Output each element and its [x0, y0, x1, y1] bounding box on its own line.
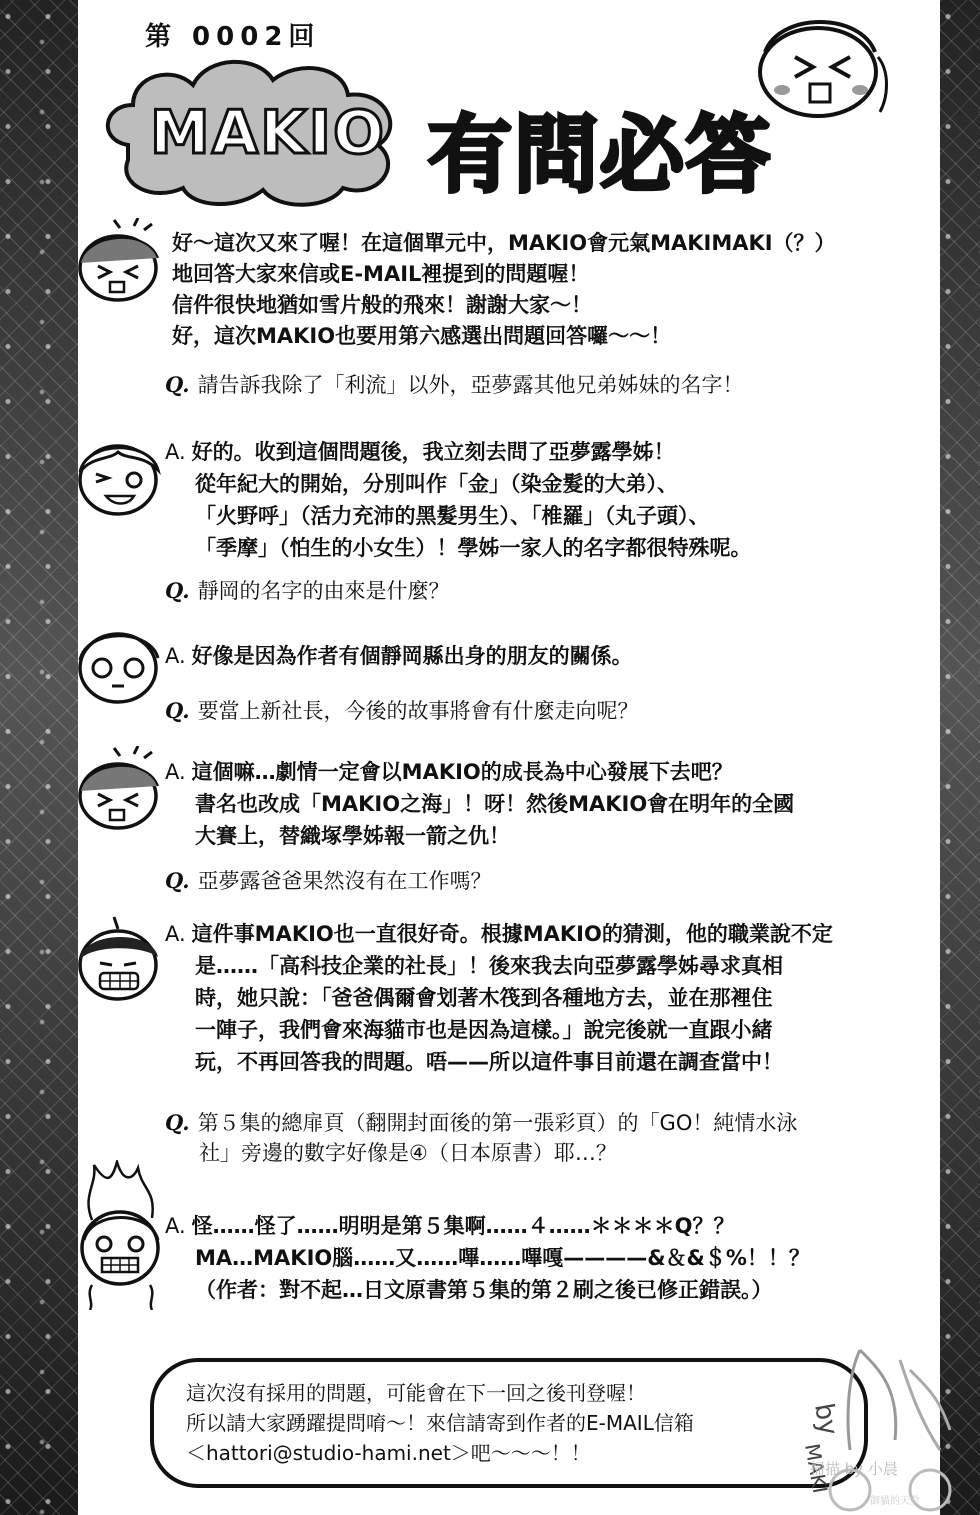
question-5: Q. 第５集的總扉頁（翻開封面後的第一張彩頁）的「GO！純情水泳 社」旁邊的數字好像是④（日本原書）耶…？ [165, 1110, 798, 1165]
chapter-number: 第 0002回 [145, 22, 321, 52]
question-1: Q. 請告訴我除了「利流」以外，亞夢露其他兄弟姊妹的名字！ [165, 372, 744, 397]
question-4: Q. 亞夢露爸爸果然沒有在工作嗎？ [165, 868, 492, 893]
question-2: Q. 靜岡的名字的由來是什麼？ [165, 578, 450, 603]
svg-text:MAKI: MAKI [800, 1441, 833, 1496]
question-3: Q. 要當上新社長，今後的故事將會有什麼走向呢？ [165, 698, 639, 723]
scan-watermark: 掃描 by 小晨 [810, 1460, 898, 1478]
scan-watermark-sub: 御貓的天堂 [870, 1496, 920, 1507]
intro-text: 好～這次又來了喔！在這個單元中，MAKIO會元氣MAKIMAKI（？） 地回答大家來信或E-MAIL裡提到的問題喔！ 信件很快地猶如雪片般的飛來！謝謝大家～！ 好，這次MAKIO也要用第六感選出問題回答囉～～！ [172, 231, 836, 348]
answer-4: A. 這件事MAKIO也一直很好奇。根據MAKIO的猜測，他的職業說不定 是……「高科技企業的社長」！後來我去向亞夢露學姊尋求真相 時，她只說：「爸爸偶爾會划著木筏到各種地方去，並在那裡住 一陣子，我們會來海貓市也是因為這樣。」說完後就一直跟小緒 玩，不再回答我的問題。唔——所以這件事目前還在調查當中！ [165, 922, 833, 1074]
right-sparkle-border [940, 0, 980, 1515]
grimacing-face-icon [72, 915, 164, 1001]
burning-face-icon [72, 1160, 168, 1310]
surprised-face-icon [72, 620, 164, 706]
screaming-face-icon [740, 12, 890, 122]
svg-text:by: by [808, 1401, 844, 1438]
answer-3: A. 這個嘛…劇情一定會以MAKIO的成長為中心發展下去吧？ 書名也改成「MAKIO之海」！呀！然後MAKIO會在明年的全國 大賽上，替織塚學姊報一箭之仇！ [165, 760, 795, 848]
answer-2: A. 好像是因為作者有個靜岡縣出身的朋友的關係。 [165, 644, 633, 668]
shouting-face-icon [72, 746, 164, 832]
excited-face-icon [72, 218, 164, 304]
footer-text: 這次沒有採用的問題，可能會在下一回之後刊登喔！ 所以請大家踴躍提問唷～！來信請寄到作者的E-MAIL信箱 ＜hattori@studio-hami.net＞吧～～～！！ [186, 1381, 694, 1465]
answer-5: A. 怪……怪了……明明是第５集啊……４……＊＊＊＊Q？？ MA…MAKIO腦……又……嗶……嗶嘎————&＆&＄%！！？ （作者：對不起…日文原書第５集的第２刷之後已修正錯誤。） [165, 1214, 810, 1302]
makio-title: MAKIO [150, 98, 386, 168]
author-signature-icon [790, 1330, 960, 1515]
answer-1: A. 好的。收到這個問題後，我立刻去問了亞夢露學姊！ 從年紀大的開始，分別叫作「金」（染金髮的大弟）、 「火野呼」（活力充沛的黑髮男生）、「椎羅」（丸子頭）、 「季摩」（怕生的小女生）！學姊一家人的名字都很特殊呢。 [165, 440, 752, 560]
qa-title: 有問必答 [428, 106, 773, 204]
left-sparkle-border [0, 0, 78, 1515]
winking-face-icon [72, 432, 164, 518]
